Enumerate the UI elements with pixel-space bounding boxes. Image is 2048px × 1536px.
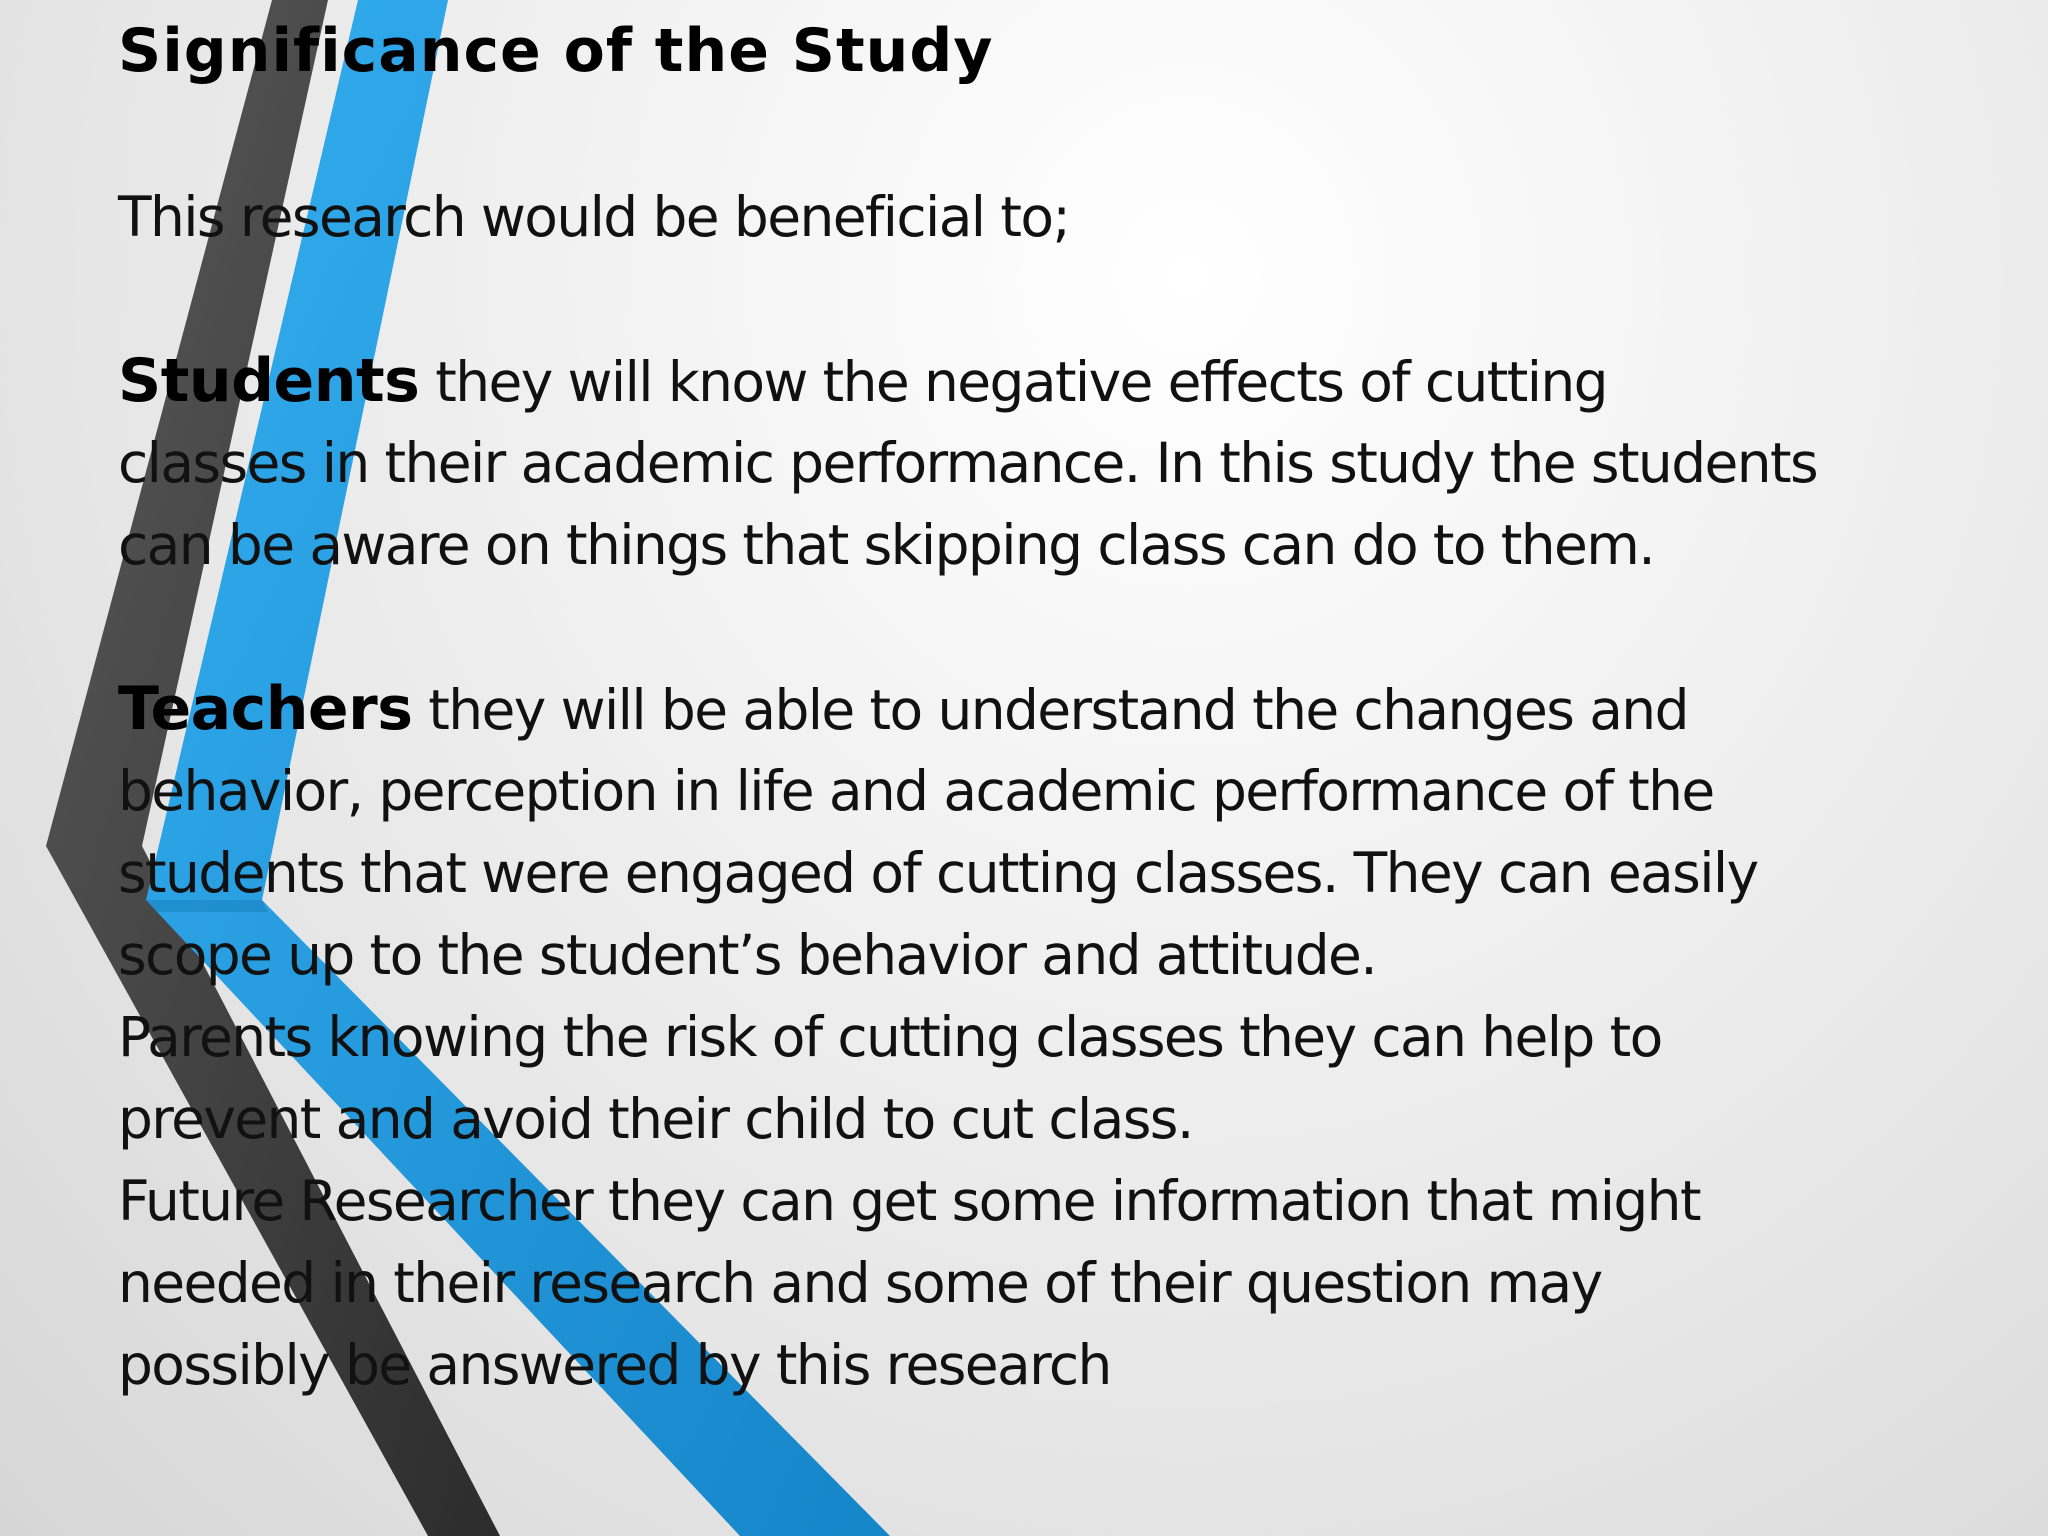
parents-line-2: prevent and avoid their child to cut class. xyxy=(118,1087,1193,1151)
teachers-line-3: students that were engaged of cutting classes. They can easily xyxy=(118,841,1758,905)
teachers-line-1 xyxy=(118,668,1758,750)
teachers-line-2: behavior, perception in life and academic performance of the xyxy=(118,759,1714,823)
students-paragraph xyxy=(118,340,1817,586)
students-line-1 xyxy=(118,340,1817,422)
students-line-2: classes in their academic performance. In this study the students xyxy=(118,431,1818,495)
future-researcher-line-2: needed in their research and some of their question may xyxy=(118,1251,1602,1315)
students-line-3: can be aware on things that skipping class can do to them. xyxy=(118,513,1655,577)
students-line-1-text: they will know the negative effects of cutting xyxy=(419,350,1607,414)
teachers-line-4: scope up to the student’s behavior and attitude. xyxy=(118,923,1377,987)
intro-text xyxy=(118,176,1069,258)
future-researcher-line-1: Future Researcher they can get some information that might xyxy=(118,1169,1700,1233)
teachers-term: Teachers xyxy=(118,674,413,744)
students-term: Students xyxy=(118,346,420,416)
intro-line: This research would be beneficial to; xyxy=(118,185,1070,249)
future-researcher-line-3: possibly be answered by this research xyxy=(118,1333,1111,1397)
teachers-paragraph xyxy=(118,668,1758,1406)
parents-line-1: Parents knowing the risk of cutting classes they can help to xyxy=(118,1005,1662,1069)
teachers-line-1-text: they will be able to understand the changes and xyxy=(412,678,1688,742)
slide-title: Significance of the Study xyxy=(118,16,994,86)
